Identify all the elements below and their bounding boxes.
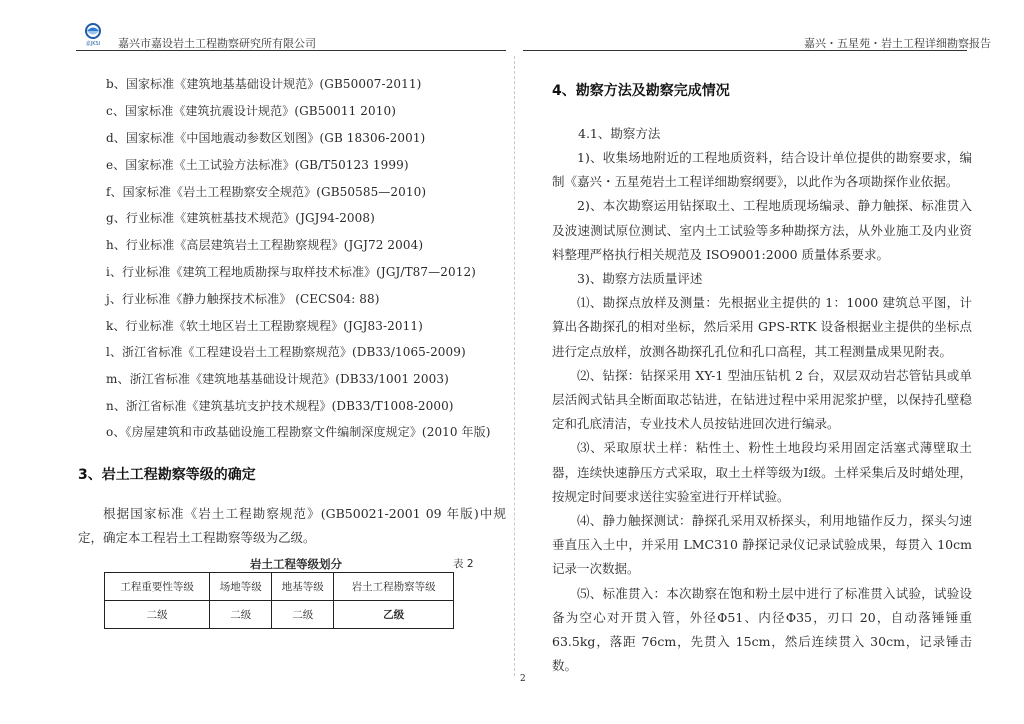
header-rule-left bbox=[76, 50, 506, 51]
reference-item: n、浙江省标准《建筑基坑支护技术规程》(DB33/T1008-2000) bbox=[106, 399, 454, 413]
page-fold-divider bbox=[514, 56, 515, 676]
header-report-title: 嘉兴・五星苑・岩土工程详细勘察报告 bbox=[804, 37, 991, 50]
method-paragraph-2: 2)、本次勘察运用钻探取土、工程地质现场编录、静力触探、标准贯入及波速测试原位测试、室内土工试验等多种勘探方法，从外业施工及内业资料整理严格执行相关规范及 ISO9001:2000 质量体系要求。 bbox=[552, 198, 972, 262]
reference-item: e、国家标准《土工试验方法标准》(GB/T50123 1999) bbox=[106, 158, 409, 172]
table-cell: 乙级 bbox=[334, 601, 454, 629]
method-paragraph-1: 1)、收集场地附近的工程地质资料，结合设计单位提供的勘察要求，编制《嘉兴・五星苑岩土工程详细勘察纲要》，以此作为各项勘探作业依据。 bbox=[552, 150, 972, 190]
method-paragraph-8: ⑸、标准贯入：本次勘察在饱和粉土层中进行了标准贯入试验，试验设备为空心对开贯入管，外径Φ51、内径Φ35，刃口 20，自动落锤锤重 63.5kg，落距 76cm，先贯入 15cm，然后连续贯入 30cm，记录锤击数。 bbox=[552, 585, 972, 674]
reference-item: m、浙江省标准《建筑地基基础设计规范》(DB33/1001 2003) bbox=[106, 372, 449, 386]
reference-item: c、国家标准《建筑抗震设计规范》(GB50011 2010) bbox=[106, 104, 397, 118]
method-paragraph-4: ⑴、勘探点放样及测量：先根据业主提供的 1：1000 建筑总平图，计算出各勘探孔的相对坐标，然后采用 GPS-RTK 设备根据业主提供的坐标点进行定点放样，放测各勘探孔孔位和孔口高程，其工程测量成果见附表。 bbox=[552, 295, 972, 359]
header-company: 嘉兴市嘉设岩土工程勘察研究所有限公司 bbox=[118, 37, 316, 50]
table-cell: 二级 bbox=[272, 601, 334, 629]
reference-item: b、国家标准《建筑地基基础设计规范》(GB50007-2011) bbox=[106, 77, 422, 91]
subsection-heading: 4.1、勘察方法 bbox=[578, 126, 661, 141]
table-number: 表 2 bbox=[453, 558, 474, 570]
company-logo bbox=[80, 22, 106, 46]
section-4-heading: 4、勘察方法及勘察完成情况 bbox=[552, 83, 730, 99]
method-paragraph-3: 3)、勘察方法质量评述 bbox=[577, 271, 703, 287]
table-cell: 二级 bbox=[210, 601, 272, 629]
logo-text: 嘉JKSI bbox=[85, 41, 101, 46]
method-paragraph-7: ⑷、静力触探测试：静探孔采用双桥探头，利用地锚作反力，探头匀速垂直压入土中，并采用 LMC310 静探记录仪记录试验成果，每贯入 10cm 记录一次数据。 bbox=[552, 513, 972, 577]
reference-item: l、浙江省标准《工程建设岩土工程勘察规范》(DB33/1065-2009) bbox=[106, 345, 466, 359]
table-header-cell: 工程重要性等级 bbox=[105, 573, 210, 601]
section-4-body bbox=[552, 146, 972, 678]
page-number: 2 bbox=[520, 674, 526, 684]
table-cell: 二级 bbox=[105, 601, 210, 629]
section-3-heading: 3、岩土工程勘察等级的确定 bbox=[78, 467, 256, 483]
section-3-text: 根据国家标准《岩土工程勘察规范》(GB50021-2001 09 年版)中规定，确定本工程岩土工程勘察等级为乙级。 bbox=[78, 506, 506, 546]
reference-item: g、行业标准《建筑桩基技术规范》(JGJ94-2008) bbox=[106, 211, 375, 225]
table-header-cell: 岩土工程勘察等级 bbox=[334, 573, 454, 601]
method-paragraph-6: ⑶、采取原状土样：粘性土、粉性土地段均采用固定活塞式薄壁取土器，连续快速静压方式采取，取土土样等级为Ⅰ级。土样采集后及时蜡处理，按规定时间要求送往实验室进行开样试验。 bbox=[552, 440, 972, 504]
table-row bbox=[105, 601, 454, 629]
method-paragraph-5: ⑵、钻探：钻探采用 XY-1 型油压钻机 2 台，双层双动岩芯管钻具或单层活阀式钻具全断面取芯钻进，在钻进过程中采用泥浆护壁，以保持孔壁稳定和孔底清洁，专业技术人员按钻进回次进行编录。 bbox=[552, 367, 972, 432]
section-3-paragraph bbox=[78, 502, 506, 550]
reference-item: d、国家标准《中国地震动参数区划图》(GB 18306-2001) bbox=[106, 131, 426, 145]
table-header-cell: 地基等级 bbox=[272, 573, 334, 601]
grade-table bbox=[104, 572, 454, 629]
header-rule-right bbox=[523, 50, 967, 51]
reference-item: i、行业标准《建筑工程地质勘探与取样技术标准》(JGJ/T87—2012) bbox=[106, 265, 476, 279]
reference-item: f、国家标准《岩土工程勘察安全规范》(GB50585—2010) bbox=[106, 185, 427, 199]
reference-item: j、行业标准《静力触探技术标准》 (CECS04: 88) bbox=[106, 292, 380, 306]
reference-item: h、行业标准《高层建筑岩土工程勘察规程》(JGJ72 2004) bbox=[106, 238, 424, 252]
reference-item: k、行业标准《软土地区岩土工程勘察规程》(JGJ83-2011) bbox=[106, 319, 423, 333]
table-caption: 岩土工程等级划分 bbox=[250, 557, 342, 571]
table-header-row bbox=[105, 573, 454, 601]
reference-item: o、《房屋建筑和市政基础设施工程勘察文件编制深度规定》(2010 年版) bbox=[106, 425, 491, 439]
table-header-cell: 场地等级 bbox=[210, 573, 272, 601]
